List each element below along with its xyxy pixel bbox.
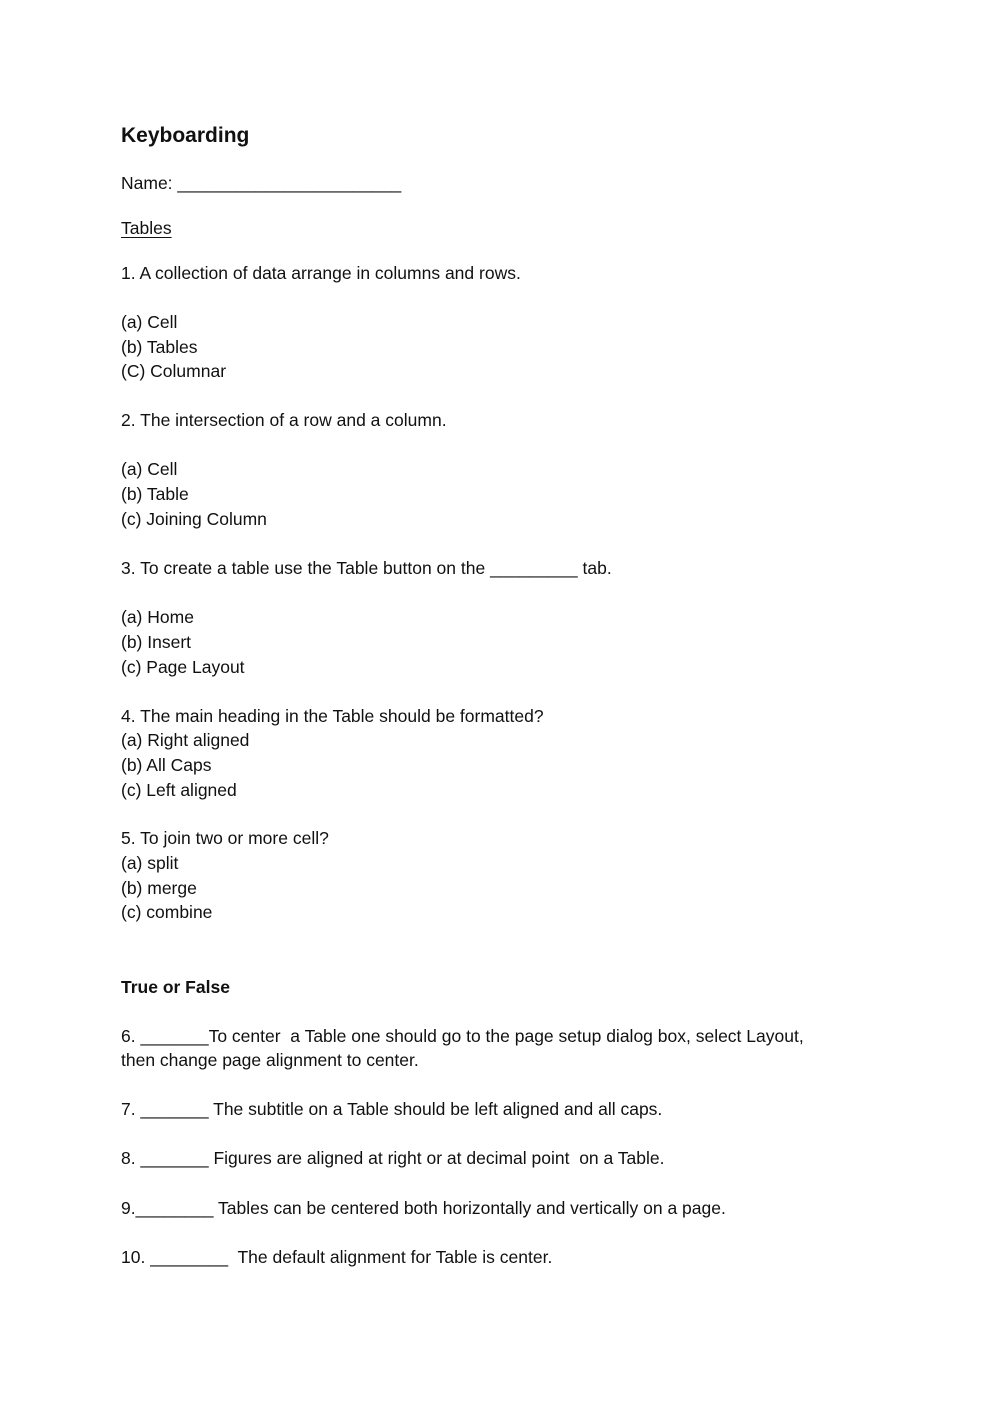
tf-item-6-line-2: then change page alignment to center.: [121, 1050, 419, 1070]
question-1: 1. A collection of data arrange in columns and rows.: [121, 263, 521, 283]
question-4-option-c: (c) Left aligned: [121, 780, 237, 800]
tf-item-6-line-1: 6. _______To center a Table one should go to the page setup dialog box, select Layout,: [121, 1026, 804, 1046]
tf-item-7: 7. _______ The subtitle on a Table should be left aligned and all caps.: [121, 1099, 663, 1119]
question-3-option-a: (a) Home: [121, 607, 194, 627]
question-3: 3. To create a table use the Table button on the _________ tab.: [121, 558, 612, 578]
question-2: 2. The intersection of a row and a column.: [121, 410, 447, 430]
question-5-option-b: (b) merge: [121, 878, 197, 898]
page-title: Keyboarding: [121, 124, 250, 147]
question-4-option-a: (a) Right aligned: [121, 730, 250, 750]
question-3-option-c: (c) Page Layout: [121, 657, 245, 677]
question-2-option-a: (a) Cell: [121, 459, 178, 479]
question-1-option-a: (a) Cell: [121, 312, 178, 332]
question-3-option-b: (b) Insert: [121, 632, 192, 652]
question-5-option-c: (c) combine: [121, 902, 213, 922]
name-line: Name: _______________________: [121, 173, 402, 193]
question-1-option-b: (b) Tables: [121, 337, 198, 357]
question-4: 4. The main heading in the Table should be formatted?: [121, 706, 544, 726]
tf-item-8: 8. _______ Figures are aligned at right or at decimal point on a Table.: [121, 1148, 665, 1168]
question-5: 5. To join two or more cell?: [121, 828, 329, 848]
question-1-option-c: (C) Columnar: [121, 361, 227, 381]
section-heading-true-false: True or False: [121, 977, 230, 997]
question-2-option-b: (b) Table: [121, 484, 189, 504]
tf-item-9: 9.________ Tables can be centered both horizontally and vertically on a page.: [121, 1198, 726, 1218]
question-5-option-a: (a) split: [121, 853, 179, 873]
question-4-option-b: (b) All Caps: [121, 755, 212, 775]
section-heading-tables: Tables: [121, 218, 172, 238]
tf-item-10: 10. ________ The default alignment for Table is center.: [121, 1247, 553, 1267]
question-2-option-c: (c) Joining Column: [121, 509, 267, 529]
